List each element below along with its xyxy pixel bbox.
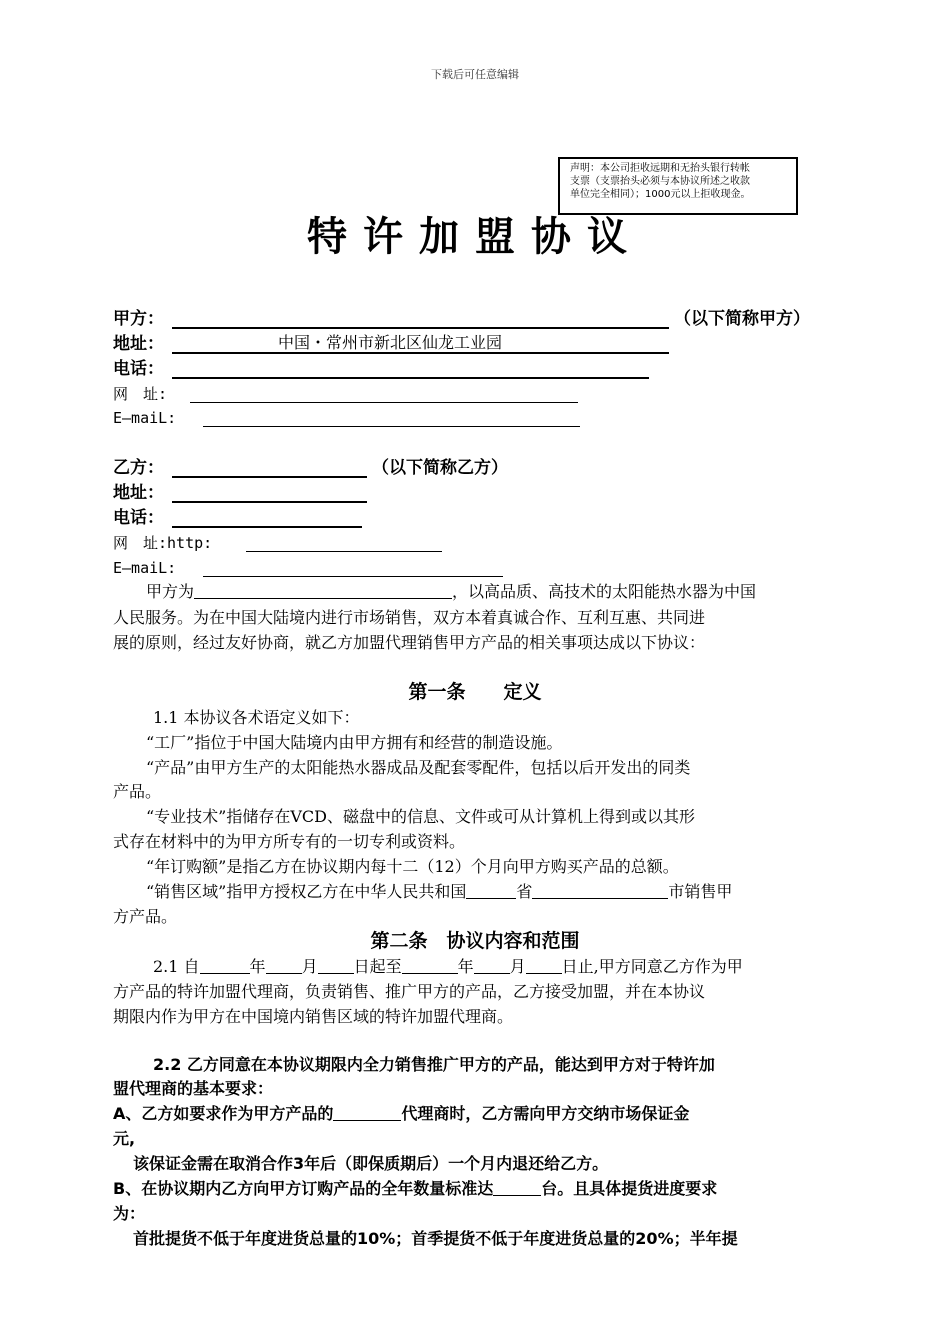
intro-text: 甲方为 — [146, 582, 195, 601]
party-a-web-line — [190, 402, 578, 403]
party-b-email-line — [203, 576, 503, 577]
article-2-text: 日起至 — [353, 957, 402, 976]
article-1-para: 1.1 本协议各术语定义如下： — [153, 708, 360, 727]
agent-type-blank — [333, 1104, 401, 1121]
party-b-web-line — [246, 551, 442, 552]
article-2-text: 代理商时，乙方需向甲方交纳市场保证金 — [401, 1104, 690, 1123]
article-1-title: 第一条 定义 — [408, 681, 542, 703]
notice-line: 支票（支票抬头必须与本协议所述之收款 — [570, 176, 750, 187]
article-2-text: 日止,甲方同意乙方作为甲 — [561, 957, 743, 976]
intro-blank — [194, 582, 452, 599]
article-1-para — [146, 880, 732, 904]
date-blank — [474, 957, 510, 974]
article-1-para: “专业技术”指储存在VCD、磁盘中的信息、文件或可从计算机上得到或以其形 — [146, 807, 695, 826]
article-2-title: 第二条 协议内容和范围 — [370, 930, 580, 952]
intro-text: ，以高品质、高技术的太阳能热水器为中国 — [452, 582, 757, 601]
party-a-line — [172, 327, 669, 329]
article-2-text: 2.1 自 — [153, 957, 200, 976]
article-1-para: 产品。 — [113, 782, 162, 801]
date-blank — [318, 957, 354, 974]
article-2-para-bold: 盟代理商的基本要求： — [113, 1079, 274, 1098]
party-b-address-label: 地址： — [113, 483, 164, 503]
article-2-para-bold — [113, 1177, 717, 1201]
article-2-para: 方产品的特许加盟代理商，负责销售、推广甲方的产品，乙方接受加盟，并在本协议 — [113, 982, 706, 1001]
party-a-phone-line — [172, 377, 649, 379]
party-a-address-label: 地址： — [113, 334, 164, 354]
intro-line-2: 人民服务。为在中国大陆境内进行市场销售，双方本着真诚合作、互利互惠、共同进 — [113, 608, 706, 627]
intro-line-3: 展的原则，经过友好协商，就乙方加盟代理销售甲方产品的相关事项达成以下协议： — [113, 633, 706, 652]
article-2-para-bold — [113, 1102, 689, 1126]
article-2-para-bold: 为： — [113, 1204, 146, 1223]
party-b-phone-line — [172, 526, 362, 528]
notice-line: 声明：本公司拒收远期和无抬头银行转帐 — [570, 163, 750, 174]
article-2-para-bold: 2.2 乙方同意在本协议期限内全力销售推广甲方的产品，能达到甲方对于特许加 — [153, 1055, 715, 1074]
date-blank — [402, 957, 458, 974]
party-b-label: 乙方： — [113, 458, 164, 478]
quantity-blank — [493, 1179, 541, 1196]
article-1-text: 市销售甲 — [668, 882, 733, 901]
party-a-email-label: E—maiL: — [113, 409, 177, 427]
article-2-text: 年 — [249, 957, 266, 976]
party-b-address-line — [172, 501, 367, 503]
notice-line: 单位完全相同）；1000元以上拒收现金。 — [570, 189, 751, 200]
party-a-email-line — [203, 426, 580, 427]
date-blank — [526, 957, 562, 974]
party-a-web-label: 网 址: — [113, 385, 168, 403]
article-2-text: 年 — [457, 957, 474, 976]
article-1-text: 省 — [516, 882, 533, 901]
article-1-para: “工厂”指位于中国大陆境内由甲方拥有和经营的制造设施。 — [146, 733, 563, 752]
date-blank — [200, 957, 250, 974]
article-2-text: 月 — [301, 957, 318, 976]
article-1-para: 方产品。 — [113, 907, 178, 926]
article-2-text: A、乙方如要求作为甲方产品的 — [113, 1104, 334, 1123]
article-2-para: 期限内作为甲方在中国境内销售区域的特许加盟代理商。 — [113, 1007, 514, 1026]
article-1-para: “产品”由甲方生产的太阳能热水器成品及配套零配件，包括以后开发出的同类 — [146, 758, 691, 777]
article-2-text: 月 — [509, 957, 526, 976]
party-b-suffix: （以下简称乙方） — [372, 458, 508, 478]
party-a-label: 甲方： — [113, 309, 164, 329]
document-title: 特许加盟协议 — [307, 214, 643, 260]
article-2-text: 台。且具体提货进度要求 — [541, 1179, 718, 1198]
article-2-para — [153, 955, 743, 979]
party-b-web-label: 网 址:http: — [113, 534, 213, 552]
party-b-email-label: E—maiL: — [113, 559, 177, 577]
article-2-para-bold: 元, — [113, 1129, 136, 1148]
party-b-phone-label: 电话： — [113, 508, 164, 528]
party-a-address-value: 中国・常州市新北区仙龙工业园 — [278, 333, 503, 352]
article-2-para-bold: 该保证金需在取消合作3年后（即保质期后）一个月内退还给乙方。 — [133, 1154, 609, 1173]
article-1-para: “年订购额”是指乙方在协议期内每十二（12）个月向甲方购买产品的总额。 — [146, 857, 679, 876]
party-a-phone-label: 电话： — [113, 359, 164, 379]
party-b-line — [172, 476, 367, 478]
article-1-para: 式存在材料中的为甲方所专有的一切专利或资料。 — [113, 832, 466, 851]
article-1-text: “销售区域”指甲方授权乙方在中华人民共和国 — [146, 882, 467, 901]
intro-line-1 — [146, 580, 756, 604]
date-blank — [266, 957, 302, 974]
party-a-suffix: （以下简称甲方） — [674, 309, 810, 329]
article-2-text: B、在协议期内乙方向甲方订购产品的全年数量标准达 — [113, 1179, 494, 1198]
page-header: 下载后可任意编辑 — [431, 68, 519, 81]
article-2-para-bold: 首批提货不低于年度进货总量的10%；首季提货不低于年度进货总量的20%；半年提 — [133, 1229, 738, 1248]
city-blank — [532, 882, 668, 899]
province-blank — [466, 882, 516, 899]
